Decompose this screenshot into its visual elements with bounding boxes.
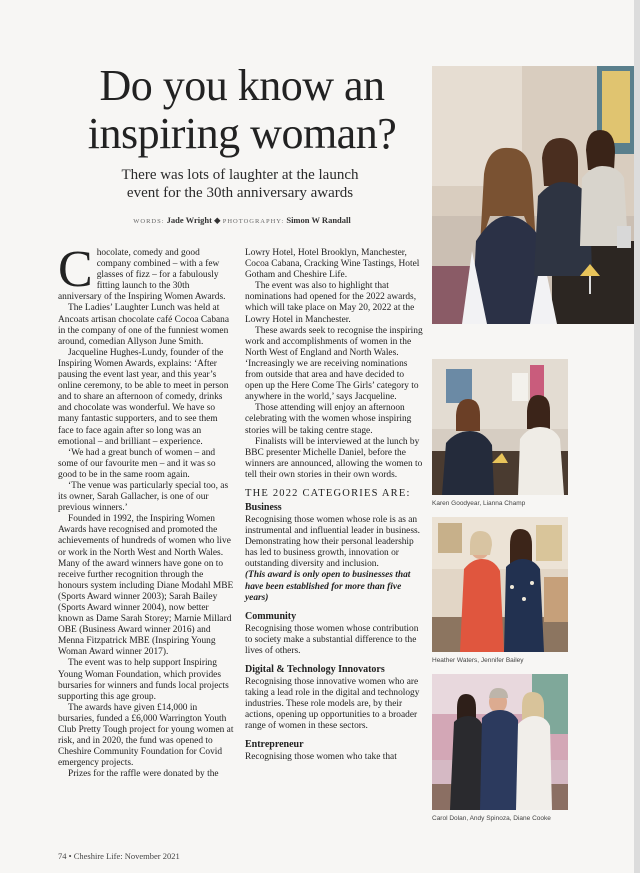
photography-label: PHOTOGRAPHY: xyxy=(222,218,285,225)
paragraph: Jacqueline Hughes-Lundy, founder of the Inspiring Women Awards, explains: ‘After pausing the event last year, and this year’s online ceremony, to be able to meet in person and to share an afternoon of comedy, drinks and chocolate was wonderful. We have so many fantastic supporters, and to see them face to face again after so long was an emotional – and brilliant – experience. xyxy=(58,347,229,447)
paragraph: Founded in 1992, the Inspiring Women Awards have recognised and promoted the achievements of hundreds of women who live or work in the North West and North Wales. Many of the award winners have gone on to receive further recognition through the honours system including Diane Modahl MBE (Sports Award winner 2003); Sarah Bailey (Sports Award winner 2004), now better known as Dame Sarah Storey; Marnie Millard OBE (Business Award winner 2016) and Menna Fitzpatrick MBE (Inspiring Young Woman Award winner 2017). xyxy=(58,514,234,658)
page-edge xyxy=(634,0,640,873)
paragraph: Prizes for the raffle were donated by the xyxy=(68,769,219,780)
byline xyxy=(62,214,422,228)
categories-heading: THE 2022 CATEGORIES ARE: xyxy=(245,487,411,499)
photo-three-women-at-table xyxy=(432,66,635,324)
paragraph: The event was to help support Inspiring Young Woman Foundation, which provides bursaries for winners and funds local projects supporting this age group. xyxy=(58,658,229,702)
category-title-entrepreneur: Entrepreneur xyxy=(245,739,304,751)
paragraph: ‘The venue was particularly special too, as its owner, Sarah Gallacher, is one of our previous winners.’ xyxy=(58,480,229,514)
paragraph: These awards seek to recognise the inspiring work and accomplishments of women in the North West of England and North Wales. ‘Increasingly we are receiving nominations from outside that area and have decided to open up the Here Come The Girls’ category to anywhere in the world,’ says Jacqueline. xyxy=(245,325,423,403)
paragraph: The event was also to highlight that nominations had opened for the 2022 awards, which will take place on May 20, 2022 at the Lowry Hotel in Manchester. xyxy=(245,281,417,325)
photo-caption: Heather Waters, Jennifer Bailey xyxy=(432,657,524,664)
paragraph xyxy=(58,241,235,303)
photo-heather-waters-jennifer-bailey xyxy=(432,517,568,652)
paragraph: Those attending will enjoy an afternoon celebrating with the women whose inspiring stories will be taking centre stage. xyxy=(245,403,412,436)
drop-cap: C xyxy=(58,241,93,298)
paragraph: Finalists will be interviewed at the lunch by BBC presenter Michelle Daniel, before the winners are announced, allowing the women to tell their own stories in their own words. xyxy=(245,436,423,480)
category-text: Recognising those women whose contribution to society make a substantial difference to the lives of others. xyxy=(245,623,419,656)
category-text: Recognising those women who take that xyxy=(245,752,397,763)
paragraph: ‘We had a great bunch of women – and some of our favourite men – and it was so good to be in the same room again. xyxy=(58,447,216,480)
byline-separator: ◆ xyxy=(214,215,221,225)
standfirst-line-2: event for the 30th anniversary awards xyxy=(126,185,354,201)
paragraph: The awards have given £14,000 in bursaries, funded a £6,000 Warrington Youth Club Pretty Tough project for young women at risk, and in 2020, the fund was opened to Cheshire Community Foundation for Covid emergency projects. xyxy=(58,702,234,769)
photo-caption: Carol Dolan, Andy Spinoza, Diane Cooke xyxy=(432,815,551,822)
category-note: (This award is only open to businesses that have been established for more than five years) xyxy=(245,570,411,603)
category-title-digital: Digital & Technology Innovators xyxy=(245,664,385,675)
author-name: Jade Wright xyxy=(166,215,212,225)
photo-caption: Karen Goodyear, Lianna Champ xyxy=(432,500,526,507)
category-text: Recognising those women whose role is as an instrumental and influential leader in business. Demonstrating how their personal leadership has led to business growth, innovation or outstanding diversity and inclusion. xyxy=(245,514,420,570)
photo-karen-goodyear-lianna-champ xyxy=(432,359,568,495)
body-column-2 xyxy=(245,248,423,764)
body-column-1 xyxy=(58,241,235,781)
paragraph: The Ladies’ Laughter Lunch was held at Ancoats artisan chocolate café Cocoa Cabana in the company of one of the funniest women around, comedian Allyson June Smith. xyxy=(58,303,230,347)
standfirst-line-1: There was lots of laughter at the launch xyxy=(121,167,359,183)
headline-line-1: Do you know an xyxy=(99,61,385,110)
words-label: WORDS: xyxy=(133,218,165,225)
category-text: Recognising those innovative women who are taking a lead role in the digital and technology industries. These role models are, by their actions, opening up opportunities to a broader range of women in these sectors. xyxy=(245,677,420,732)
page-folio: 74 • Cheshire Life: November 2021 xyxy=(58,851,180,861)
headline xyxy=(62,62,422,158)
paragraph-text: hocolate, comedy and good company combined – with a few glasses of fizz – for a fabulously fitting launch to the 30th anniversary of the Inspiring Women Awards. xyxy=(58,248,226,303)
photo-carol-dolan-andy-spinoza-diane-cooke xyxy=(432,674,568,810)
standfirst xyxy=(90,166,390,202)
category-title-business: Business xyxy=(245,501,282,513)
photographer-name: Simon W Randall xyxy=(286,215,351,225)
paragraph: Lowry Hotel, Hotel Brooklyn, Manchester, Cocoa Cabana, Cracking Wine Tastings, Hotel Gotham and Cheshire Life. xyxy=(245,248,420,281)
headline-line-2: inspiring woman? xyxy=(87,109,397,158)
category-title-community: Community xyxy=(245,610,297,622)
